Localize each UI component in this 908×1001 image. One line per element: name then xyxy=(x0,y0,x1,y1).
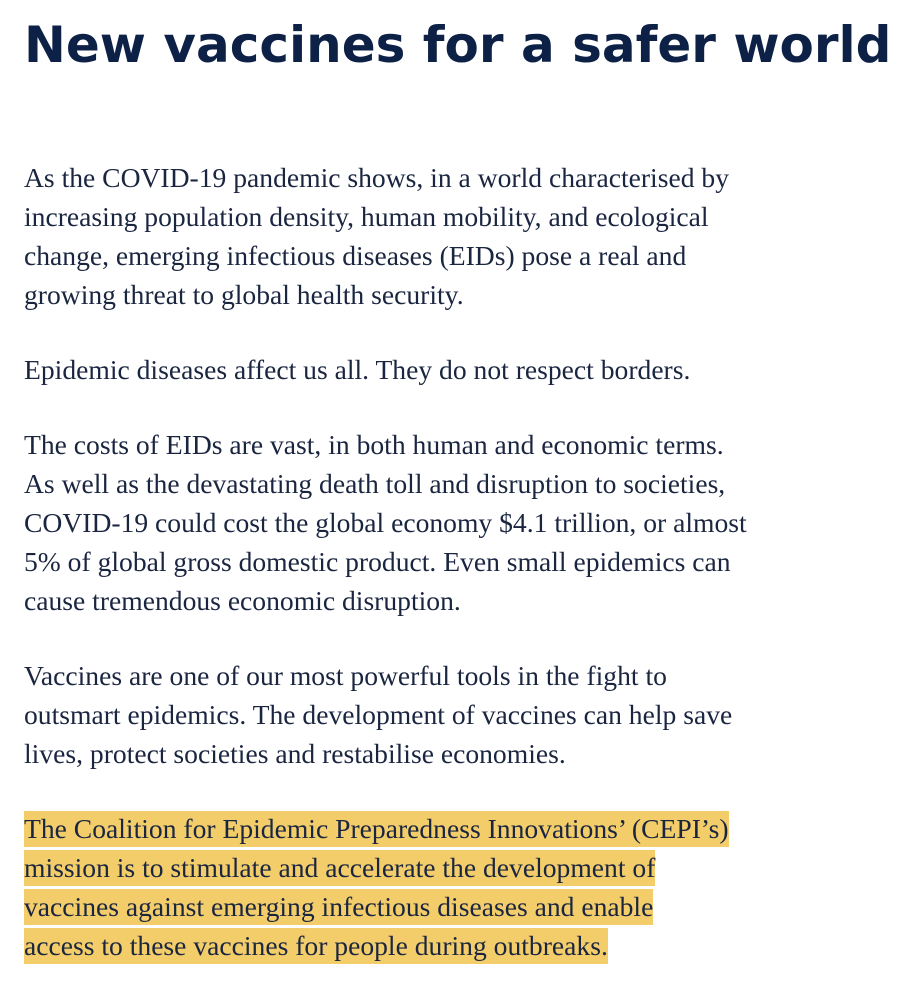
paragraph-borders xyxy=(24,350,900,389)
highlight-mark: mission is to stimulate and accelerate the development of xyxy=(24,850,655,886)
text-line: As the COVID-19 pandemic shows, in a world characterised by xyxy=(24,162,729,193)
highlighted-line xyxy=(24,809,900,848)
paragraph-costs xyxy=(24,425,900,620)
highlighted-line xyxy=(24,848,900,887)
highlight-mark: The Coalition for Epidemic Preparedness Innovations’ (CEPI’s) xyxy=(24,811,729,847)
paragraph-covid-threat xyxy=(24,158,900,314)
highlighted-line xyxy=(24,926,900,965)
text-line: The costs of EIDs are vast, in both human and economic terms. xyxy=(24,429,724,460)
highlight-mark: vaccines against emerging infectious diseases and enable xyxy=(24,889,653,925)
text-line: change, emerging infectious diseases (EIDs) pose a real and xyxy=(24,240,687,271)
text-line: COVID-19 could cost the global economy $4.1 trillion, or almost xyxy=(24,507,747,538)
text-line: increasing population density, human mobility, and ecological xyxy=(24,201,709,232)
paragraph-cepi-mission-highlighted xyxy=(24,809,900,965)
text-line: As well as the devastating death toll and disruption to societies, xyxy=(24,468,726,499)
highlighted-line xyxy=(24,887,900,926)
text-line: Vaccines are one of our most powerful tools in the fight to xyxy=(24,660,667,691)
highlight-mark: access to these vaccines for people during outbreaks. xyxy=(24,928,608,964)
article-body xyxy=(24,158,900,965)
article xyxy=(24,0,900,1001)
paragraph-vaccines-tools xyxy=(24,656,900,773)
text-line: lives, protect societies and restabilise economies. xyxy=(24,738,566,769)
text-line: outsmart epidemics. The development of vaccines can help save xyxy=(24,699,733,730)
text-line: cause tremendous economic disruption. xyxy=(24,585,461,616)
page-title: New vaccines for a safer world xyxy=(24,16,892,74)
text-line: growing threat to global health security. xyxy=(24,279,464,310)
text-line: Epidemic diseases affect us all. They do not respect borders. xyxy=(24,354,691,385)
text-line: 5% of global gross domestic product. Even small epidemics can xyxy=(24,546,731,577)
